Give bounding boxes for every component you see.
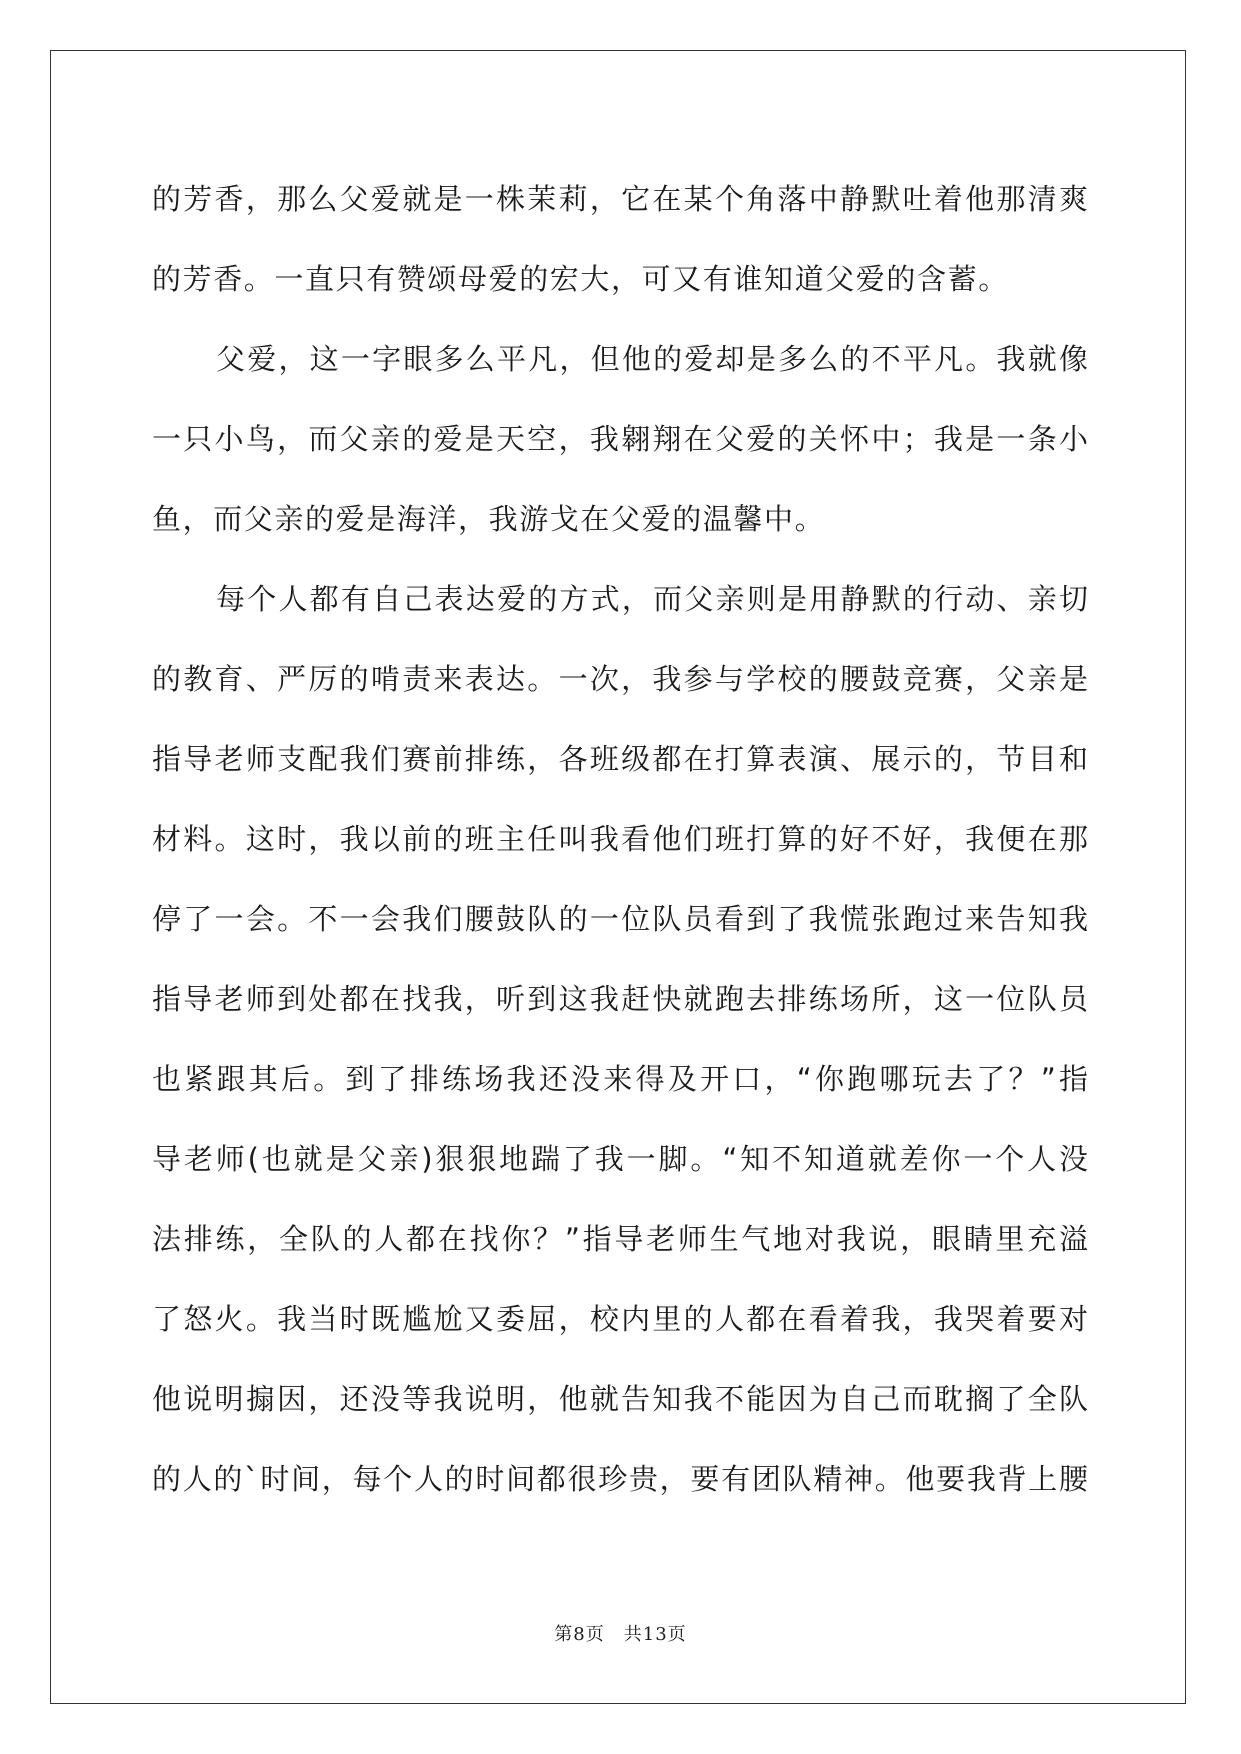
text-line: 的芳香。一直只有赞颂母爱的宏大，可又有谁知道父爱的含蓄。 [152,262,1009,296]
text-line: 指导老师到处都在找我，听到这我赶快就跑去排练场所，这一位队员 [152,982,1088,1016]
text-line: 一只小鸟，而父亲的爱是天空，我翱翔在父爱的关怀中；我是一条小 [152,422,1088,456]
text-line: 的教育、严厉的啃责来表达。一次，我参与学校的腰鼓竞赛，父亲是 [152,662,1088,696]
text-line: 的芳香，那么父爱就是一株茉莉，它在某个角落中静默吐着他那清爽 [152,182,1088,216]
text-line: 法排练，全队的人都在找你？”指导老师生气地对我说，眼睛里充溢 [152,1222,1088,1256]
page-number-footer: 第8页 共13页 [554,1624,687,1645]
paragraph-first-line: 每个人都有自己表达爱的方式，而父亲则是用静默的行动、亲切 [216,582,1088,616]
text-line: 也紧跟其后。到了排练场我还没来得及开口，“你跑哪玩去了？”指 [152,1062,1088,1096]
text-line: 停了一会。不一会我们腰鼓队的一位队员看到了我慌张跑过来告知我 [152,902,1088,936]
text-line: 导老师(也就是父亲)狠狠地踹了我一脚。“知不知道就差你一个人没 [152,1142,1088,1176]
text-line: 指导老师支配我们赛前排练，各班级都在打算表演、展示的，节目和 [152,742,1088,776]
paragraph-first-line: 父爱，这一字眼多么平凡，但他的爱却是多么的不平凡。我就像 [216,342,1088,376]
text-line: 鱼，而父亲的爱是海洋，我游戈在父爱的温馨中。 [152,502,826,536]
text-line: 他说明搧因，还没等我说明，他就告知我不能因为自己而耽搁了全队 [152,1382,1088,1416]
text-line: 材料。这时，我以前的班主任叫我看他们班打算的好不好，我便在那 [152,822,1088,856]
text-line: 的人的`时间，每个人的时间都很珍贵，要有团队精神。他要我背上腰 [152,1462,1088,1496]
document-body [152,168,1088,1528]
text-line: 了怒火。我当时既尴尬又委屈，校内里的人都在看着我，我哭着要对 [152,1302,1088,1336]
